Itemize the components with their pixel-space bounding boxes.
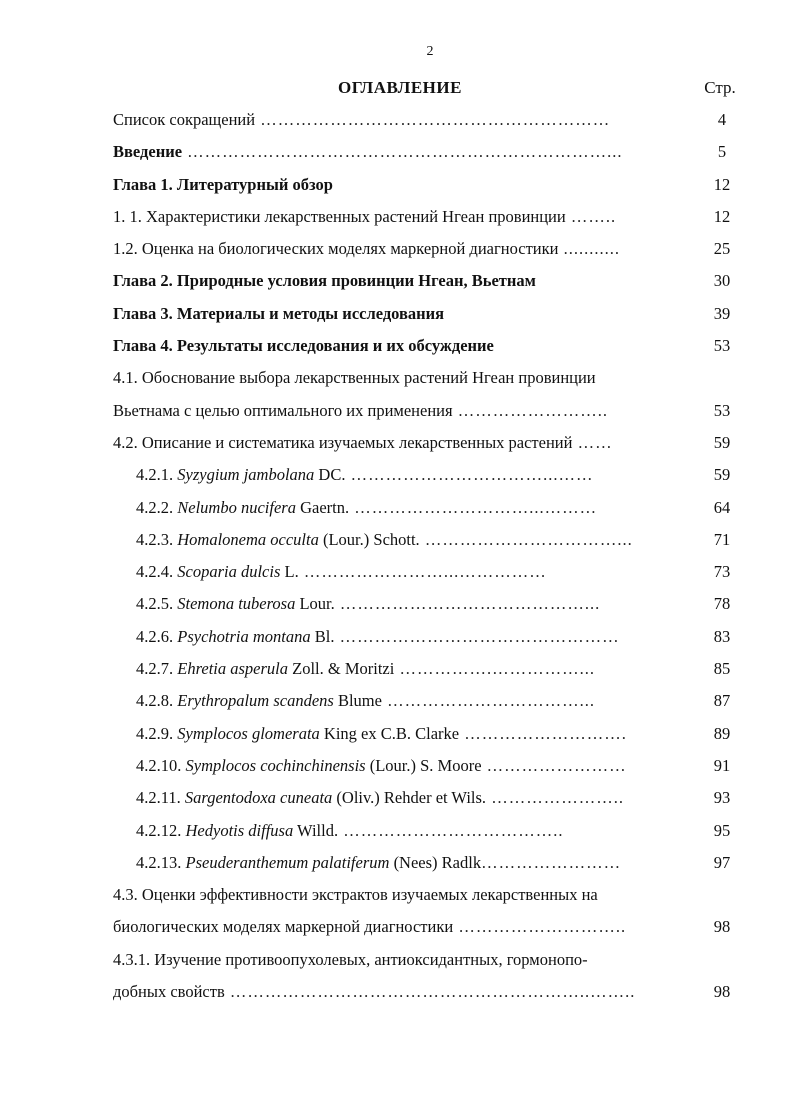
toc-entry bbox=[0, 136, 796, 168]
leader-dots: …….. bbox=[565, 206, 617, 226]
toc-entry bbox=[0, 944, 796, 976]
toc-entry bbox=[0, 459, 796, 491]
entry-title: Глава 4. Результаты исследования и их обсуждение bbox=[113, 336, 494, 356]
toc-entry bbox=[0, 201, 796, 233]
toc-entry bbox=[0, 847, 796, 879]
latin-name: Pseuderanthemum palatiferum bbox=[185, 852, 390, 872]
leader-dots: ……………………...…………… bbox=[298, 562, 547, 582]
entry-page: 59 bbox=[713, 465, 731, 485]
author: (Lour.) S. Moore bbox=[369, 755, 482, 775]
entry-page: 64 bbox=[713, 497, 731, 517]
entry-number: 4.2.4. bbox=[136, 562, 174, 582]
page-number: 2 bbox=[426, 44, 434, 59]
toc-entry bbox=[0, 362, 796, 394]
toc-entry bbox=[0, 621, 796, 653]
leader-dots: ………………………………………… bbox=[334, 626, 620, 646]
toc-entry bbox=[0, 492, 796, 524]
leader-dots: …………………………………………………… bbox=[255, 110, 611, 129]
entry-page: 87 bbox=[713, 691, 731, 711]
leader-dots: ……………………………... bbox=[419, 529, 633, 549]
entry-title: 1.2. Оценка на биологических моделях маркерной диагностики bbox=[113, 239, 559, 259]
entry-page: 59 bbox=[713, 432, 731, 452]
toc-entry bbox=[0, 427, 796, 459]
entry-number: 4.2.10. bbox=[136, 755, 182, 775]
toc-entry bbox=[0, 524, 796, 556]
toc-entry bbox=[0, 233, 796, 265]
leader-dots: …………………… bbox=[481, 755, 627, 775]
toc-entry bbox=[0, 298, 796, 330]
author: King ex C.B. Clarke bbox=[323, 723, 460, 743]
latin-name: Sargentodoxa cuneata bbox=[184, 788, 333, 808]
toc-entry bbox=[0, 330, 796, 362]
latin-name: Ehretia asperula bbox=[177, 659, 289, 679]
leader-dots: ……………………………………………………..…….. bbox=[224, 982, 636, 1002]
entry-number: 4.2.9. bbox=[136, 723, 174, 743]
entry-title: Глава 3. Материалы и методы исследования bbox=[113, 303, 445, 323]
entry-title: Вьетнама с целью оптимального их применения bbox=[113, 400, 453, 420]
entry-page: 4 bbox=[717, 110, 727, 129]
toc-entry bbox=[0, 911, 796, 943]
latin-name: Erythropalum scandens bbox=[177, 691, 334, 711]
entry-page: 12 bbox=[713, 206, 731, 226]
latin-name: Hedyotis diffusa bbox=[185, 820, 294, 840]
entry-title: 1. 1. Характеристики лекарственных растений Нгеан провинции bbox=[113, 206, 566, 226]
entry-page: 71 bbox=[713, 529, 731, 549]
leader-dots: ……………………………... bbox=[381, 691, 595, 711]
entry-page: 78 bbox=[713, 594, 731, 614]
entry-page: 73 bbox=[713, 562, 731, 582]
latin-name: Symplocos cochinchinensis bbox=[185, 755, 366, 775]
entry-page: 85 bbox=[713, 659, 731, 679]
entry-number: 4.2.11. bbox=[136, 788, 181, 808]
entry-title: Список сокращений bbox=[113, 110, 256, 129]
entry-page: 5 bbox=[717, 142, 727, 162]
entry-page: 89 bbox=[713, 723, 731, 743]
entry-page: 53 bbox=[713, 400, 731, 420]
leader-dots: ………………………. bbox=[459, 723, 627, 743]
latin-name: Nelumbo nucifera bbox=[177, 497, 296, 517]
entry-page: 25 bbox=[713, 239, 731, 259]
toc-entry bbox=[0, 265, 796, 297]
latin-name: Psychotria montana bbox=[177, 626, 311, 646]
toc-title: ОГЛАВЛЕНИЕ bbox=[338, 78, 462, 97]
author: DC. bbox=[318, 465, 346, 485]
entry-page: 98 bbox=[713, 917, 731, 937]
leader-dots: ........... bbox=[558, 239, 620, 259]
entry-title: добных свойств bbox=[113, 982, 225, 1002]
entry-number: 4.2.8. bbox=[136, 691, 174, 711]
latin-name: Stemona tuberosa bbox=[177, 594, 296, 614]
leader-dots: ……………………………...…… bbox=[345, 465, 594, 485]
latin-name: Homalonema occulta bbox=[177, 529, 319, 549]
entry-page: 12 bbox=[713, 174, 731, 194]
author: Willd. bbox=[297, 820, 339, 840]
toc-entry bbox=[0, 556, 796, 588]
entry-number: 4.2.7. bbox=[136, 659, 174, 679]
entry-page: 93 bbox=[713, 788, 731, 808]
entry-page: 98 bbox=[713, 982, 731, 1002]
latin-name: Symplocos glomerata bbox=[177, 723, 320, 743]
latin-name: Scoparia dulcis bbox=[177, 562, 281, 582]
author: (Nees) Radlk bbox=[393, 852, 482, 872]
leader-dots: ……………………….. bbox=[453, 917, 627, 937]
toc-entry bbox=[0, 718, 796, 750]
toc-entry bbox=[0, 685, 796, 717]
entry-title: 4.3. Оценки эффективности экстрактов изучаемых лекарственных на bbox=[113, 885, 598, 905]
toc-entries bbox=[0, 104, 796, 1008]
leader-dots: …………………….. bbox=[452, 400, 608, 420]
toc-entry bbox=[0, 653, 796, 685]
toc-entry bbox=[0, 750, 796, 782]
entry-number: 4.2.1. bbox=[136, 465, 174, 485]
entry-page: 53 bbox=[713, 336, 731, 356]
author: (Oliv.) Rehder et Wils. bbox=[336, 788, 487, 808]
entry-page: 91 bbox=[713, 755, 731, 775]
author: Blume bbox=[337, 691, 382, 711]
entry-number: 4.2.12. bbox=[136, 820, 182, 840]
leader-dots: ………………………………………………………………... bbox=[182, 142, 623, 162]
leader-dots: …………………… bbox=[481, 852, 622, 872]
leader-dots: …… bbox=[572, 432, 613, 452]
toc-entry bbox=[0, 879, 796, 911]
author: Bl. bbox=[314, 626, 335, 646]
entry-title: 4.3.1. Изучение противоопухолевых, антиоксидантных, гормонопо- bbox=[113, 949, 588, 969]
toc-entry bbox=[0, 815, 796, 847]
entry-number: 4.2.2. bbox=[136, 497, 174, 517]
toc-entry bbox=[0, 782, 796, 814]
author: (Lour.) Schott. bbox=[322, 529, 420, 549]
latin-name: Syzygium jambolana bbox=[177, 465, 315, 485]
leader-dots: ……………………………………... bbox=[334, 594, 601, 614]
entry-page: 30 bbox=[713, 271, 731, 291]
leader-dots: ……………………………….. bbox=[338, 820, 564, 840]
entry-title: Введение bbox=[113, 142, 183, 162]
entry-page: 95 bbox=[713, 820, 731, 840]
toc-entry bbox=[0, 104, 796, 136]
entry-number: 4.2.3. bbox=[136, 529, 174, 549]
entry-page: 39 bbox=[713, 303, 731, 323]
entry-title: 4.1. Обоснование выбора лекарственных растений Нгеан провинции bbox=[113, 368, 596, 388]
leader-dots: …………………………...……… bbox=[349, 497, 598, 517]
toc-entry bbox=[0, 588, 796, 620]
entry-title: биологических моделях маркерной диагностики bbox=[113, 917, 454, 937]
entry-title: Глава 1. Литературный обзор bbox=[113, 174, 333, 194]
entry-title: 4.2. Описание и систематика изучаемых лекарственных растений bbox=[113, 432, 573, 452]
leader-dots: ………………….. bbox=[486, 788, 624, 808]
page-column-header: Стр. bbox=[704, 78, 736, 97]
toc-entry bbox=[0, 169, 796, 201]
entry-number: 4.2.5. bbox=[136, 594, 174, 614]
entry-number: 4.2.6. bbox=[136, 626, 174, 646]
author: L. bbox=[284, 562, 299, 582]
entry-page: 97 bbox=[713, 852, 731, 872]
author: Zoll. & Moritzi bbox=[292, 659, 395, 679]
leader-dots: …………….……………... bbox=[394, 659, 595, 679]
author: Gaertn. bbox=[300, 497, 350, 517]
entry-title: Глава 2. Природные условия провинции Нгеан, Вьетнам bbox=[113, 271, 536, 291]
toc-entry bbox=[0, 395, 796, 427]
entry-page: 83 bbox=[713, 626, 731, 646]
author: Lour. bbox=[299, 594, 335, 614]
entry-number: 4.2.13. bbox=[136, 852, 182, 872]
toc-entry bbox=[0, 976, 796, 1008]
